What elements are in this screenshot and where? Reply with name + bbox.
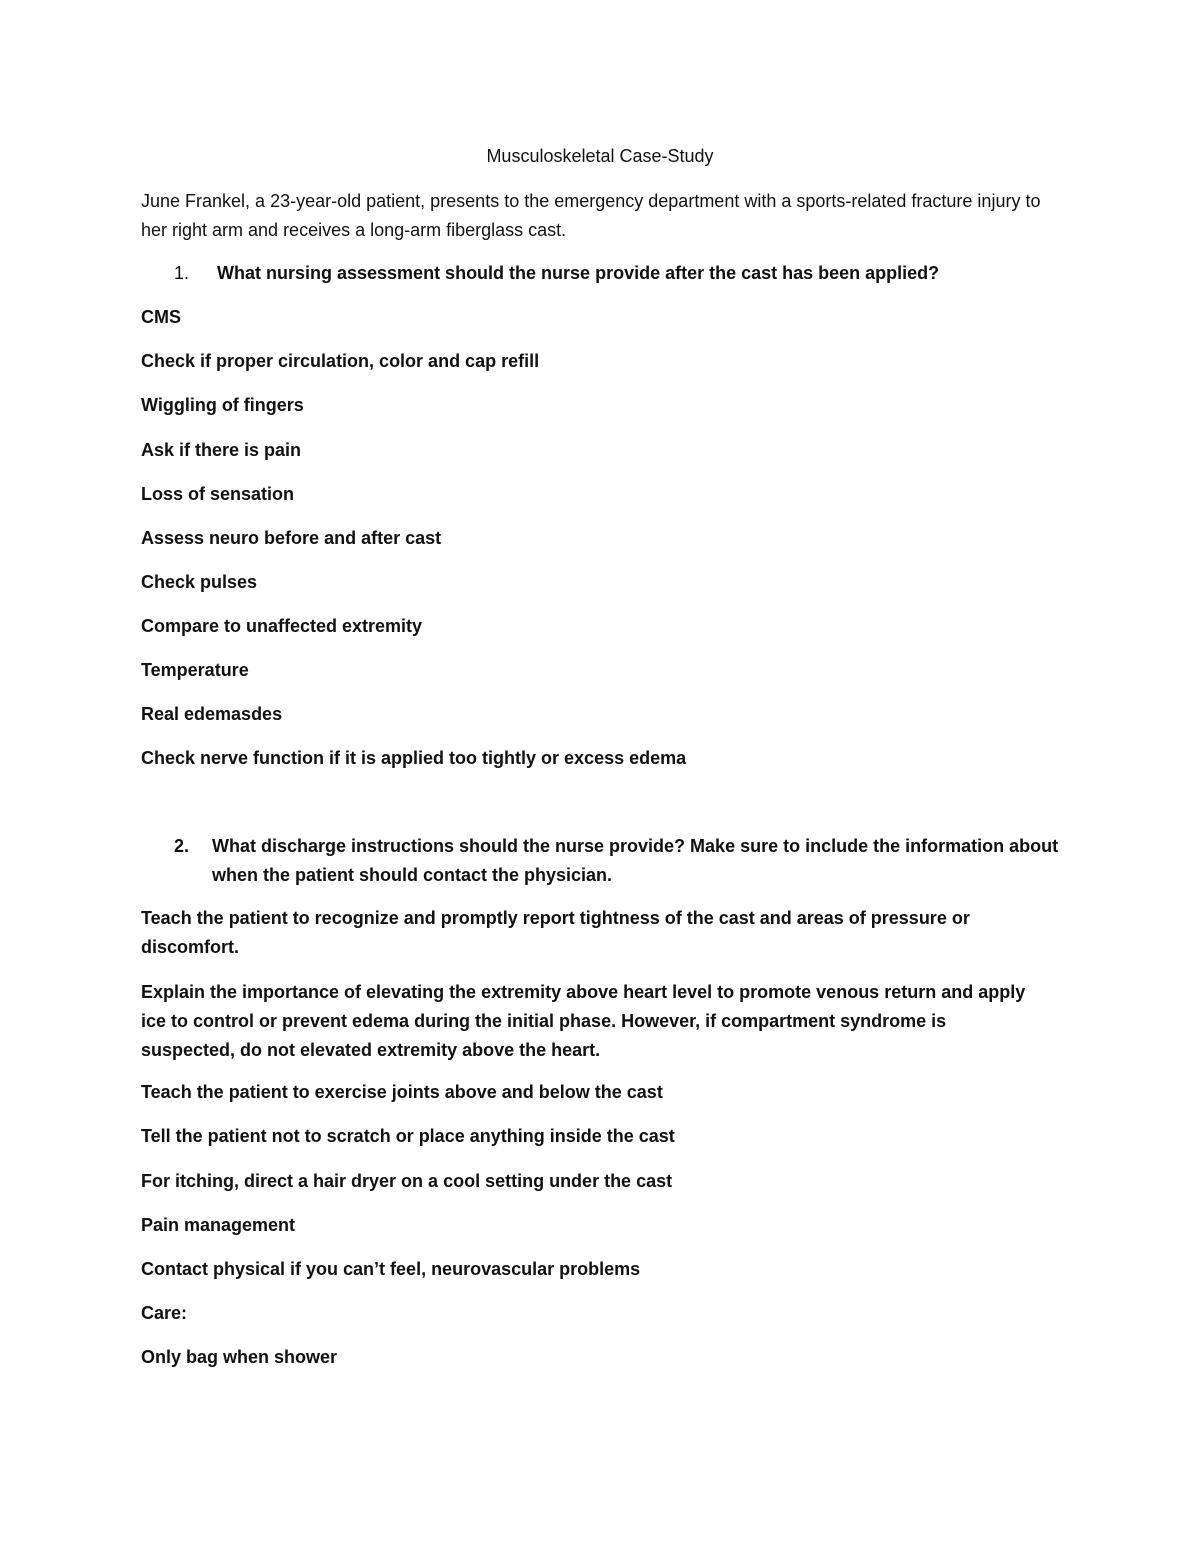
q1-answer-10: Real edemasdes bbox=[141, 704, 283, 724]
question-1-number: 1. bbox=[174, 263, 190, 283]
q2-answer-9: Only bag when shower bbox=[141, 1347, 338, 1367]
q2-answer-6: Pain management bbox=[141, 1215, 296, 1235]
case-intro-paragraph: June Frankel, a 23-year-old patient, presents to the emergency department with a sports-related fracture injury to her right arm and receives a long-arm fiberglass cast. bbox=[141, 191, 1041, 240]
q1-answer-3: Wiggling of fingers bbox=[141, 395, 304, 415]
question-2-number: 2. bbox=[174, 836, 190, 856]
q1-answer-8: Compare to unaffected extremity bbox=[141, 616, 423, 636]
q1-answer-1: CMS bbox=[141, 307, 181, 327]
q1-answer-11: Check nerve function if it is applied too tightly or excess edema bbox=[141, 748, 687, 768]
q1-answer-7: Check pulses bbox=[141, 572, 258, 592]
q1-answer-2: Check if proper circulation, color and cap refill bbox=[141, 351, 540, 371]
q1-answer-6: Assess neuro before and after cast bbox=[141, 528, 442, 548]
question-2 bbox=[0, 832, 1200, 890]
q2-answer-5: For itching, direct a hair dryer on a cool setting under the cast bbox=[141, 1171, 673, 1191]
question-1 bbox=[0, 259, 1200, 288]
q1-answer-9: Temperature bbox=[141, 660, 249, 680]
q2-answer-1: Teach the patient to recognize and promptly report tightness of the cast and areas of pressure or discomfort. bbox=[141, 908, 970, 957]
q2-answer-2: Explain the importance of elevating the extremity above heart level to promote venous return and apply ice to control or prevent edema during the initial phase. However, if compartment syndrome is suspected, do not elevated extremity above the heart. bbox=[141, 982, 1026, 1060]
q2-answer-7: Contact physical if you can’t feel, neurovascular problems bbox=[141, 1259, 641, 1279]
q2-answer-4: Tell the patient not to scratch or place anything inside the cast bbox=[141, 1126, 675, 1146]
question-2-text: What discharge instructions should the nurse provide? Make sure to include the information about when the patient should contact the physician. bbox=[212, 836, 1059, 885]
q1-answer-4: Ask if there is pain bbox=[141, 440, 302, 460]
q2-answer-8: Care: bbox=[141, 1303, 188, 1323]
document-title: Musculoskeletal Case-Study bbox=[486, 146, 714, 166]
q1-answer-5: Loss of sensation bbox=[141, 484, 295, 504]
q2-answer-3: Teach the patient to exercise joints above and below the cast bbox=[141, 1082, 663, 1102]
question-1-text: What nursing assessment should the nurse provide after the cast has been applied? bbox=[217, 263, 940, 283]
